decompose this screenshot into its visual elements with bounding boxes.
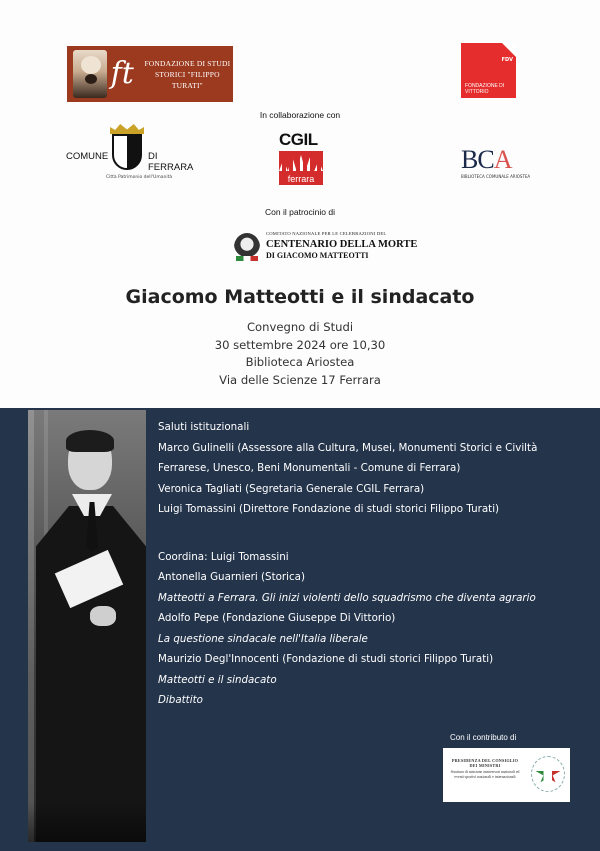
bca-subtitle: BIBLIOTECA COMUNALE ARIOSTEA (461, 174, 531, 179)
event-title: Giacomo Matteotti e il sindacato (125, 286, 475, 308)
talk-speaker: Maurizio Degl'Innocenti (Fondazione di studi storici Filippo Turati) (158, 653, 494, 665)
shield-icon (112, 134, 142, 170)
saluti-line: Luigi Tomassini (Direttore Fondazione di studi storici Filippo Turati) (158, 503, 500, 515)
saluti-line: Ferrarese, Unesco, Beni Monumentali - Comune di Ferrara) (158, 462, 461, 474)
cgil-name: CGIL (279, 130, 318, 149)
comune-label: COMUNE (66, 151, 109, 162)
cgil-ferrara-logo (279, 131, 325, 187)
saluti-line: Veronica Tagliati (Segretaria Generale CGIL Ferrara) (158, 482, 425, 495)
cgil-wave-icon (279, 151, 323, 185)
program-text (158, 419, 578, 713)
presidenza-consiglio-logo (443, 748, 570, 802)
talk-title: La questione sindacale nell'Italia liberale (158, 632, 368, 645)
pcm-text: PRESIDENZA DEL CONSIGLIO DEI MINISTRI Struttura di missione anniversari nazionali ed eventi sportivi nazionali e internazionali (450, 758, 520, 779)
closing-debate: Dibattito (158, 694, 203, 706)
matteotti-photo (28, 410, 146, 842)
centenario-logo (234, 231, 418, 263)
fondazione-turati-logo (67, 46, 233, 102)
turati-logo-mark: ft (110, 56, 134, 91)
event-venue: Biblioteca Ariostea (245, 355, 355, 369)
comune-subtitle: Città Patrimonio dell'Umanità (106, 175, 173, 180)
divittorio-tag: FDV (501, 57, 513, 63)
contributo-label: Con il contributo di (450, 733, 517, 742)
cgil-sub: ferrara (287, 174, 315, 184)
bca-letter-c: C (477, 145, 494, 174)
turati-logo-text: FONDAZIONE DI STUDI STORICI "FILIPPO TURATI" (144, 58, 231, 90)
italian-star-icon (531, 754, 565, 794)
saluti-line: Marco Gulinelli (Assessore alla Cultura, Musei, Monumenti Storici e Civiltà (158, 441, 538, 454)
event-address: Via delle Scienze 17 Ferrara (219, 372, 381, 387)
saluti-heading: Saluti istituzionali (158, 421, 250, 433)
event-date: 30 settembre 2024 ore 10,30 (214, 337, 386, 352)
centenario-line3: DI GIACOMO MATTEOTTI (266, 251, 369, 260)
comune-ferrara-logo (66, 124, 194, 184)
talk-title: Matteotti a Ferrara. Gli inizi violenti dello squadrismo che diventa agrario (158, 591, 536, 604)
bca-letter-a: A (493, 145, 512, 174)
bca-letter-b: B (461, 145, 478, 174)
crown-icon (110, 124, 144, 134)
event-details (0, 319, 600, 389)
centenario-line1: COMITATO NAZIONALE PER LE CELEBRAZIONI DEL (266, 231, 387, 236)
biblioteca-ariostea-logo (461, 145, 531, 186)
centenario-line2: CENTENARIO DELLA MORTE (266, 239, 418, 250)
talk-speaker: Antonella Guarnieri (Storica) (158, 571, 306, 583)
coordinator: Coordina: Luigi Tomassini (158, 550, 289, 563)
fondazione-di-vittorio-logo (461, 43, 516, 98)
di-ferrara-label: DI FERRARA (148, 151, 194, 173)
collaboration-label: In collaborazione con (259, 110, 341, 120)
patrocinio-label: Con il patrocinio di (265, 207, 335, 217)
talk-speaker: Adolfo Pepe (Fondazione Giuseppe Di Vittorio) (158, 612, 396, 624)
centenario-emblem-icon (234, 233, 260, 261)
header-section (0, 0, 600, 408)
event-type: Convegno di Studi (246, 320, 354, 334)
bca-mark (461, 146, 521, 174)
turati-portrait-icon (73, 50, 107, 98)
talk-title: Matteotti e il sindacato (158, 673, 277, 686)
divittorio-text: FONDAZIONE DI VITTORIO (465, 83, 505, 95)
